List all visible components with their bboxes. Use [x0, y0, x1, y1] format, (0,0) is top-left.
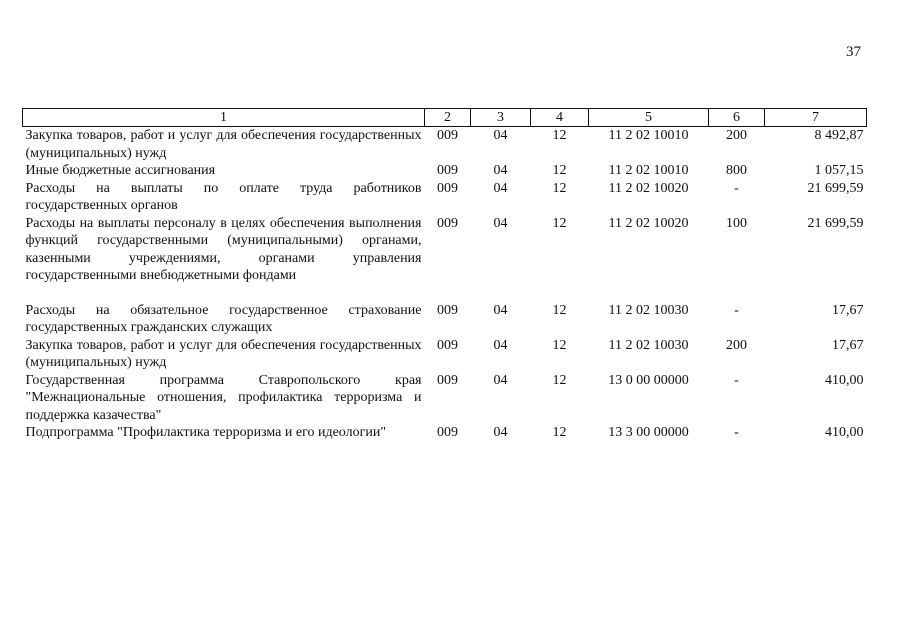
- column-header-1: 1: [23, 109, 425, 127]
- row-expense-type: -: [734, 302, 739, 318]
- row-subsection-code: 12: [552, 337, 567, 353]
- row-ministry-code: 009: [437, 302, 458, 318]
- budget-table: [22, 108, 867, 442]
- column-header-2: 2: [425, 109, 471, 127]
- row-target-article: 11 2 02 10010: [608, 128, 689, 143]
- table-row: [23, 337, 867, 372]
- row-target-article: 11 2 02 10030: [608, 302, 689, 318]
- row-amount: 8 492,87: [814, 128, 864, 143]
- row-section-code: 04: [493, 302, 508, 318]
- row-expense-type: 100: [726, 215, 747, 231]
- row-ministry-code: 009: [437, 215, 458, 231]
- row-name: Иные бюджетные ассигнования: [25, 163, 216, 178]
- row-amount: 410,00: [825, 372, 864, 388]
- table-row: [23, 180, 867, 215]
- row-amount: 21 699,59: [807, 180, 864, 196]
- table-row: [23, 162, 867, 180]
- row-target-article: 13 3 00 00000: [608, 425, 689, 440]
- row-expense-type: -: [734, 425, 739, 440]
- row-expense-type: 800: [726, 163, 747, 178]
- row-name: Государственная программа Ставропольского края "Межнациональные отношения, профилактика терроризма и поддержка казачества": [25, 372, 422, 423]
- row-target-article: 11 2 02 10010: [608, 163, 689, 178]
- column-header-7: 7: [765, 109, 867, 127]
- row-name: Закупка товаров, работ и услуг для обеспечения государственных (муниципальных) нужд: [25, 128, 422, 161]
- row-ministry-code: 009: [437, 163, 458, 178]
- page-number: 37: [846, 44, 861, 60]
- row-target-article: 13 0 00 00000: [608, 372, 689, 388]
- table-row: [23, 372, 867, 425]
- row-target-article: 11 2 02 10020: [608, 180, 689, 196]
- table-row: [23, 215, 867, 302]
- row-subsection-code: 12: [552, 425, 567, 440]
- row-subsection-code: 12: [552, 215, 567, 231]
- row-expense-type: 200: [726, 128, 747, 143]
- row-expense-type: 200: [726, 337, 747, 353]
- row-amount: 1 057,15: [814, 163, 864, 178]
- column-header-6: 6: [709, 109, 765, 127]
- row-ministry-code: 009: [437, 372, 458, 388]
- row-name: Расходы на обязательное государственное страхование государственных гражданских служащих: [25, 302, 422, 335]
- row-amount: 17,67: [832, 302, 864, 318]
- row-expense-type: -: [734, 180, 739, 196]
- row-target-article: 11 2 02 10020: [608, 215, 689, 231]
- table-row: [23, 302, 867, 337]
- column-header-4: 4: [531, 109, 589, 127]
- row-subsection-code: 12: [552, 180, 567, 196]
- row-section-code: 04: [493, 180, 508, 196]
- table-row: [23, 127, 867, 163]
- row-section-code: 04: [493, 215, 508, 231]
- row-section-code: 04: [493, 128, 508, 143]
- column-header-3: 3: [471, 109, 531, 127]
- row-section-code: 04: [493, 163, 508, 178]
- column-header-5: 5: [589, 109, 709, 127]
- row-name: Закупка товаров, работ и услуг для обеспечения государственных (муниципальных) нужд: [25, 337, 422, 370]
- row-section-code: 04: [493, 372, 508, 388]
- row-ministry-code: 009: [437, 180, 458, 196]
- row-subsection-code: 12: [552, 302, 567, 318]
- row-ministry-code: 009: [437, 425, 458, 440]
- row-ministry-code: 009: [437, 128, 458, 143]
- row-name: Расходы на выплаты персоналу в целях обеспечения выполнения функций государственными (муниципальными) органами, казенными учреждениями, органами управления государственными внебюджетными фондами: [25, 215, 422, 283]
- row-target-article: 11 2 02 10030: [608, 337, 689, 353]
- row-section-code: 04: [493, 425, 508, 440]
- row-subsection-code: 12: [552, 372, 567, 388]
- row-section-code: 04: [493, 337, 508, 353]
- row-subsection-code: 12: [552, 163, 567, 178]
- row-amount: 21 699,59: [807, 215, 864, 231]
- row-amount: 410,00: [825, 425, 864, 440]
- row-amount: 17,67: [832, 337, 864, 353]
- row-expense-type: -: [734, 372, 739, 388]
- row-ministry-code: 009: [437, 337, 458, 353]
- row-name: Расходы на выплаты по оплате труда работников государственных органов: [25, 180, 422, 213]
- row-subsection-code: 12: [552, 128, 567, 143]
- header-row: [23, 109, 867, 127]
- row-name: Подпрограмма "Профилактика терроризма и его идеологии": [25, 425, 387, 440]
- table-row: [23, 424, 867, 442]
